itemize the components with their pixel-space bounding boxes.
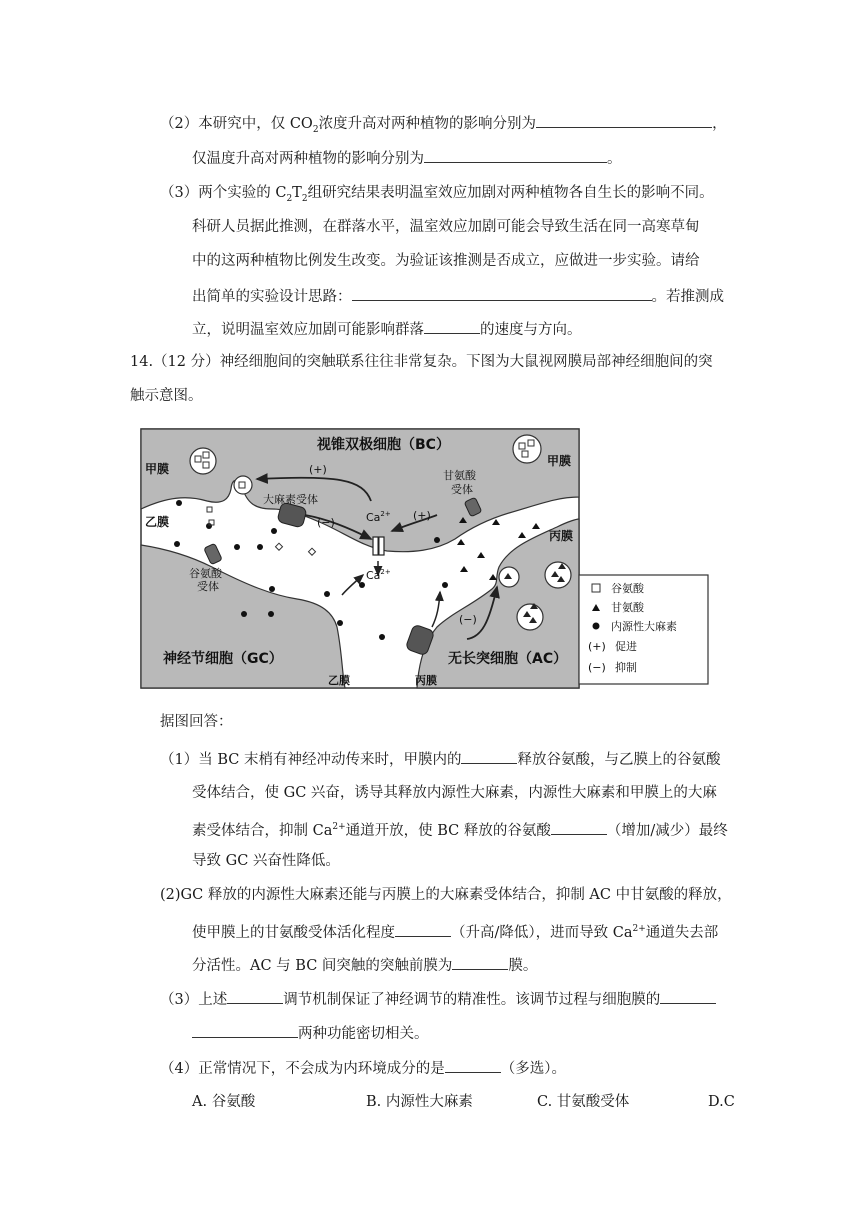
q14-sub1-line2: 受体结合，使 GC 兴奋，诱导其释放内源性大麻素，内源性大麻素和甲膜上的大麻 bbox=[192, 785, 717, 801]
q14-sub4-line1: （4）正常情况下，不会成为内环境成分的是 （多选）。 bbox=[160, 1057, 566, 1079]
q14-option-b: B. 内源性大麻素 bbox=[366, 1094, 473, 1110]
q14-sub1-line3: 素受体结合，抑制 $Ca^{2+}$通道开放，使 BC 释放的谷氨酸 （增加/减少）最终 bbox=[192, 817, 728, 841]
q14-intro: 据图回答： bbox=[160, 714, 233, 730]
answer-blank[interactable] bbox=[192, 1022, 298, 1038]
jia-membrane-right-label: 甲膜 bbox=[547, 454, 572, 468]
q13-part3-line4: 出简单的实验设计思路： 。若推测成 bbox=[192, 285, 724, 307]
q13-part3-line5: 立，说明温室效应加剧可能影响群落 的速度与方向。 bbox=[192, 318, 582, 340]
ca-top-label: $Ca^{2+}$ bbox=[366, 510, 391, 524]
q13-part2-line2: 仅温度升高对两种植物的影响分别为 。 bbox=[192, 147, 622, 169]
legend-inhibit-label: 抑制 bbox=[615, 661, 637, 674]
q14-sub2-line2: 使甲膜上的甘氨酸受体活化程度 （升高/降低），进而导致 $Ca^{2+}$通道失去部 bbox=[192, 919, 718, 943]
promote-mark-2: (+) bbox=[413, 509, 431, 522]
q14-sub1-line1: （1）当 BC 末梢有神经冲动传来时，甲膜内的 释放谷氨酸，与乙膜上的谷氨酸 bbox=[160, 748, 720, 770]
q14-heading-line2: 触示意图。 bbox=[130, 388, 203, 404]
legend-glycine-label: 甘氨酸 bbox=[611, 601, 644, 614]
q13-part3-line3: 中的这两种植物比例发生改变。为验证该推测是否成立，应做进一步实验。请给 bbox=[192, 253, 700, 269]
q13-part3-line1: （3）两个实验的 $C_2T_2$组研究结果表明温室效应加剧对两种植物各自生长的影响不同。 bbox=[160, 185, 714, 204]
ca-channel-icon bbox=[373, 537, 384, 555]
q14-sub3-line1: （3）上述 调节机制保证了神经调节的精准性。该调节过程与细胞膜的 bbox=[160, 988, 716, 1010]
bc-label: 视锥双极细胞（BC） bbox=[317, 437, 450, 453]
promote-mark-1: (+) bbox=[309, 463, 327, 476]
q14-sub2-line3: 分活性。AC 与 BC 间突触的突触前膜为 膜。 bbox=[192, 954, 537, 976]
answer-blank[interactable] bbox=[445, 1057, 501, 1073]
q14-sub1-line4: 导致 GC 兴奋性降低。 bbox=[192, 853, 340, 869]
answer-blank[interactable] bbox=[660, 988, 716, 1004]
answer-blank[interactable] bbox=[551, 819, 607, 835]
yi-membrane-bottom-label: 乙膜 bbox=[328, 674, 350, 687]
cb-receptor-label: 大麻素受体 bbox=[263, 493, 318, 506]
q14-sub2-line1: (2)GC 释放的内源性大麻素还能与丙膜上的大麻素受体结合，抑制 AC 中甘氨酸的释放， bbox=[160, 887, 732, 903]
legend bbox=[579, 575, 708, 684]
answer-blank[interactable] bbox=[424, 147, 607, 163]
ac-label: 无长突细胞（AC） bbox=[448, 651, 568, 667]
bing-membrane-right-label: 丙膜 bbox=[549, 529, 574, 543]
yi-membrane-left-label: 乙膜 bbox=[145, 515, 170, 529]
jia-membrane-left-label: 甲膜 bbox=[145, 462, 170, 476]
answer-blank[interactable] bbox=[424, 318, 480, 334]
bc-release-vesicle bbox=[234, 476, 252, 494]
q14-option-a: A. 谷氨酸 bbox=[192, 1094, 256, 1110]
legend-inhibit-symbol: (−) bbox=[588, 661, 606, 674]
answer-blank[interactable] bbox=[461, 748, 517, 764]
answer-blank[interactable] bbox=[352, 285, 652, 301]
legend-promote-label: 促进 bbox=[615, 640, 637, 653]
legend-promote-symbol: (+) bbox=[588, 640, 606, 653]
glu-receptor-label-2: 受体 bbox=[197, 580, 219, 593]
answer-blank[interactable] bbox=[395, 921, 451, 937]
ac-vesicle-lower bbox=[517, 603, 543, 630]
ac-vesicle bbox=[545, 562, 571, 588]
q13-part3-line2: 科研人员据此推测，在群落水平，温室效应加剧可能会导致生活在同一高寒草甸 bbox=[192, 219, 700, 235]
answer-blank[interactable] bbox=[452, 954, 508, 970]
gly-receptor-label-1: 甘氨酸 bbox=[443, 469, 476, 482]
q14-sub3-line2: 两种功能密切相关。 bbox=[192, 1022, 429, 1044]
bc-vesicle bbox=[190, 448, 216, 474]
q14-option-d: D.C bbox=[708, 1094, 735, 1110]
gly-receptor-label-2: 受体 bbox=[451, 483, 473, 496]
q14-heading-line1: 14.（12 分）神经细胞间的突触联系往往非常复杂。下图为大鼠视网膜局部神经细胞间的突 bbox=[130, 354, 713, 370]
bing-membrane-bottom-label: 丙膜 bbox=[415, 674, 437, 687]
legend-ecb-label: 内源性大麻素 bbox=[611, 620, 677, 633]
synapse-diagram bbox=[137, 427, 713, 692]
legend-ecb-icon bbox=[593, 623, 600, 630]
legend-glutamate-label: 谷氨酸 bbox=[611, 582, 644, 595]
answer-blank[interactable] bbox=[536, 112, 712, 128]
q14-option-c: C. 甘氨酸受体 bbox=[537, 1094, 630, 1110]
ca-bottom-label: $Ca^{2+}$ bbox=[366, 568, 391, 582]
gc-label: 神经节细胞（GC） bbox=[163, 651, 283, 667]
answer-blank[interactable] bbox=[227, 988, 283, 1004]
glu-receptor-label-1: 谷氨酸 bbox=[189, 567, 222, 580]
ac-release-vesicle bbox=[499, 567, 519, 587]
bc-vesicle-right bbox=[513, 435, 541, 463]
q13-part2-line1: （2）本研究中，仅 $CO_2$浓度升高对两种植物的影响分别为 ， bbox=[160, 112, 727, 140]
inhibit-mark-2: (−) bbox=[459, 613, 477, 626]
inhibit-mark-1: (−) bbox=[317, 516, 335, 529]
